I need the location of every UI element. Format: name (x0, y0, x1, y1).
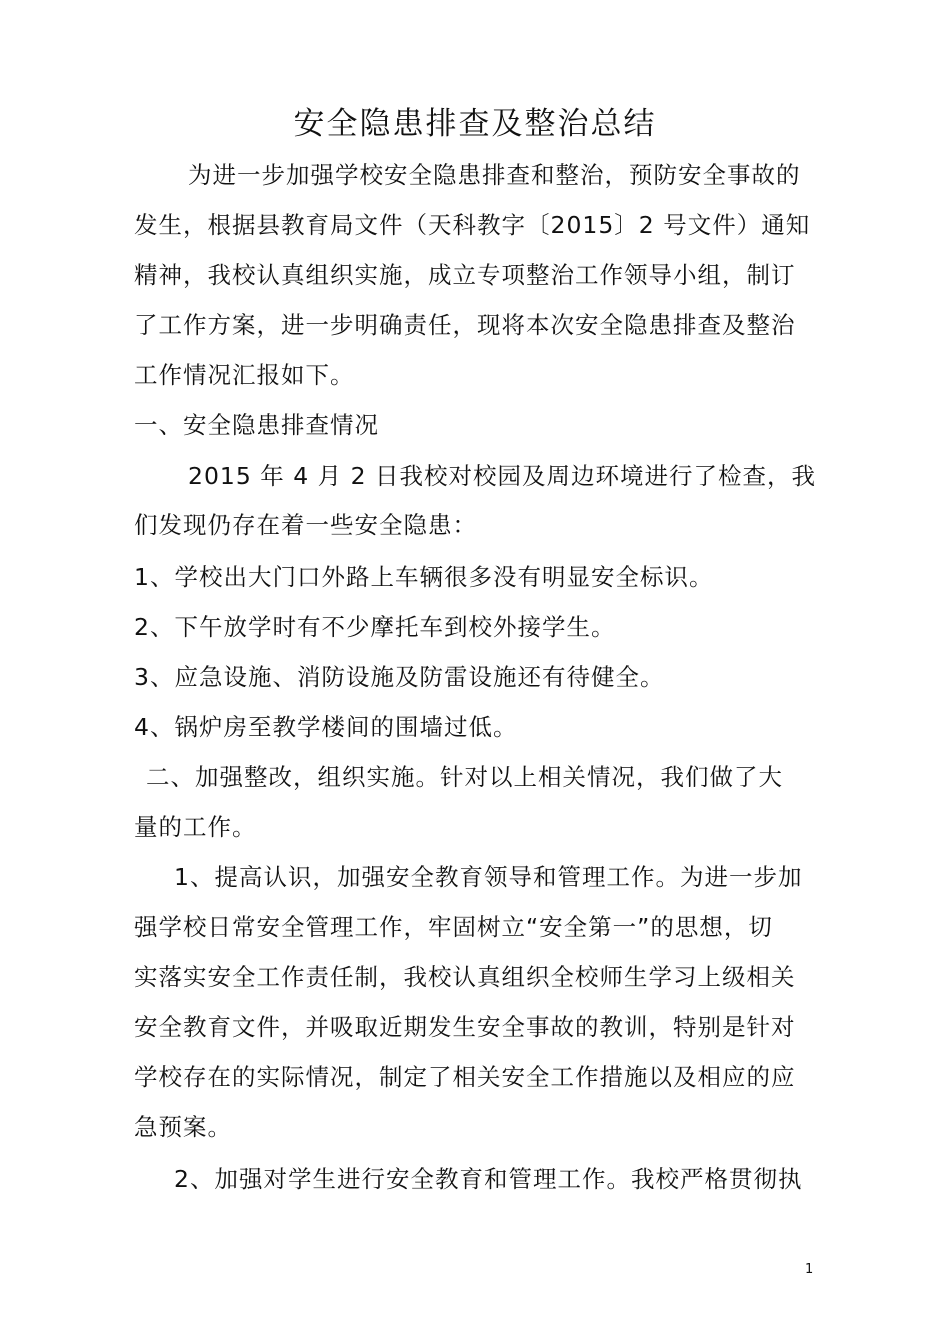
body-line: 量的工作。 (134, 813, 257, 841)
list-item: 3、应急设施、消防设施及防雷设施还有待健全。 (134, 663, 665, 691)
section-heading: 二、加强整改，组织实施。针对以上相关情况，我们做了大 (146, 763, 783, 791)
section-heading: 一、安全隐患排查情况 (134, 411, 379, 439)
body-line: 发生，根据县教育局文件（天科教字〔2015〕2 号文件）通知 (134, 211, 811, 239)
body-line: 安全教育文件，并吸取近期发生安全事故的教训，特别是针对 (134, 1013, 796, 1041)
body-line: 1、提高认识，加强安全教育领导和管理工作。为进一步加 (174, 863, 803, 891)
body-line: 了工作方案，进一步明确责任，现将本次安全隐患排查及整治 (134, 311, 796, 339)
list-item: 1、学校出大门口外路上车辆很多没有明显安全标识。 (134, 563, 714, 591)
body-line: 2、加强对学生进行安全教育和管理工作。我校严格贯彻执 (174, 1165, 803, 1193)
page-number: 1 (805, 1262, 814, 1277)
body-line: 们发现仍存在着一些安全隐患： (134, 511, 477, 539)
list-item: 4、锅炉房至教学楼间的围墙过低。 (134, 713, 518, 741)
body-line: 急预案。 (134, 1113, 232, 1141)
body-line: 2015 年 4 月 2 日我校对校园及周边环境进行了检查，我 (188, 462, 817, 490)
body-line: 工作情况汇报如下。 (134, 361, 355, 389)
body-line: 实落实安全工作责任制，我校认真组织全校师生学习上级相关 (134, 963, 796, 991)
body-line: 学校存在的实际情况，制定了相关安全工作措施以及相应的应 (134, 1063, 796, 1091)
document-title: 安全隐患排查及整治总结 (293, 106, 657, 142)
body-line: 强学校日常安全管理工作，牢固树立“安全第一”的思想，切 (134, 913, 773, 941)
body-line: 为进一步加强学校安全隐患排查和整治，预防安全事故的 (188, 161, 801, 189)
list-item: 2、下午放学时有不少摩托车到校外接学生。 (134, 613, 616, 641)
body-line: 精神，我校认真组织实施，成立专项整治工作领导小组，制订 (134, 261, 796, 289)
